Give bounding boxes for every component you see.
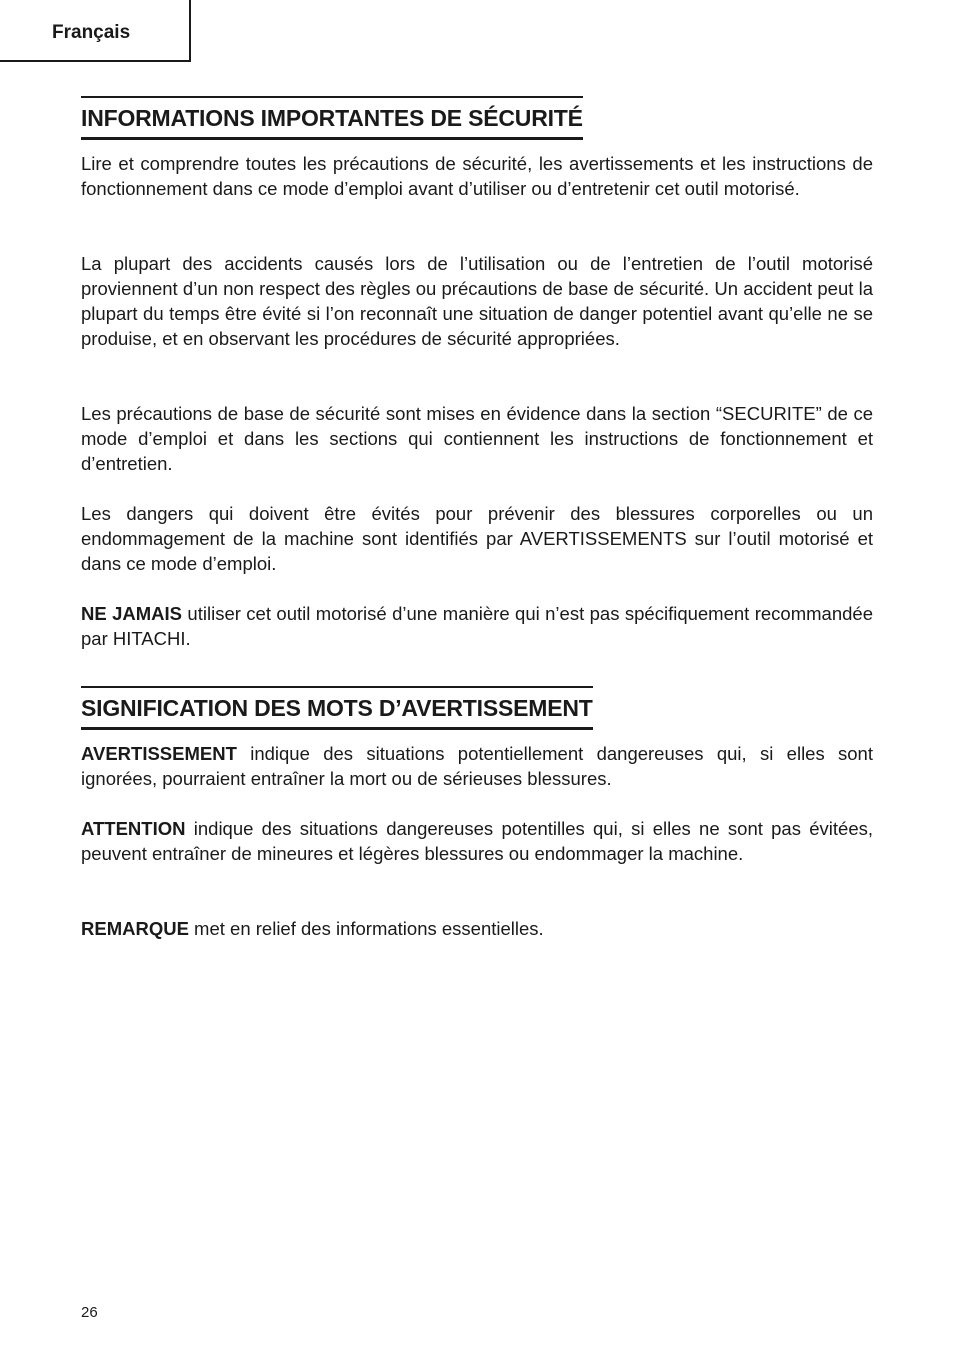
safety-paragraph-2: La plupart des accidents causés lors de l’utilisation ou de l’entretien de l’outil motorisé proviennent d’un non respect des règles ou précautions de base de sécurité. Un accident peut la plupart du temps être évité si l’on reconnaît une situation de danger potentiel avant qu’elle ne se produise, et en observant les procédures de sécurité appropriées.: [81, 253, 873, 349]
signal-text-caution: indique des situations dangereuses potentilles qui, si elles ne sont pas évitées, peuvent entraîner de mineures et légères blessures ou endommager la machine.: [81, 818, 873, 864]
safety-paragraph-1: Lire et comprendre toutes les précautions de sécurité, les avertissements et les instructions de fonctionnement dans ce mode d’emploi avant d’utiliser ou d’entretenir cet outil motorisé.: [81, 153, 873, 199]
safety-paragraph-3: Les précautions de base de sécurité sont mises en évidence dans la section “SECURITE” de ce mode d’emploi et dans les sections qui contiennent les instructions de fonctionnement et d’entretien.: [81, 403, 873, 474]
signal-word-note: [81, 916, 873, 941]
page-number: 26: [81, 1304, 98, 1321]
signal-text-warning: indique des situations potentiellement dangereuses qui, si elles sont ignorées, pourraient entraîner la mort ou de sérieuses blessures.: [81, 743, 873, 789]
signal-word-caution: [81, 816, 873, 866]
signal-text-note: met en relief des informations essentielles.: [188, 918, 544, 939]
signal-term-warning: AVERTISSEMENT: [81, 743, 237, 764]
signal-term-note: REMARQUE: [81, 918, 189, 939]
never-use-text: utiliser cet outil motorisé d’une manière qui n’est pas spécifiquement recommandée par HITACHI.: [81, 603, 873, 649]
section-title-warning-words: SIGNIFICATION DES MOTS D’AVERTISSEMENT: [81, 686, 593, 730]
safety-paragraph-4: Les dangers qui doivent être évités pour prévenir des blessures corporelles ou un endommagement de la machine sont identifiés par AVERTISSEMENTS sur l’outil motorisé et dans ce mode d’emploi.: [81, 503, 873, 574]
language-tab: [0, 0, 191, 62]
never-use-paragraph: [81, 601, 873, 651]
section-title-safety: INFORMATIONS IMPORTANTES DE SÉCURITÉ: [81, 96, 583, 140]
signal-word-warning: [81, 741, 873, 791]
never-use-label: NE JAMAIS: [81, 603, 183, 624]
signal-term-caution: ATTENTION: [81, 818, 186, 839]
language-label: Français: [52, 22, 131, 43]
